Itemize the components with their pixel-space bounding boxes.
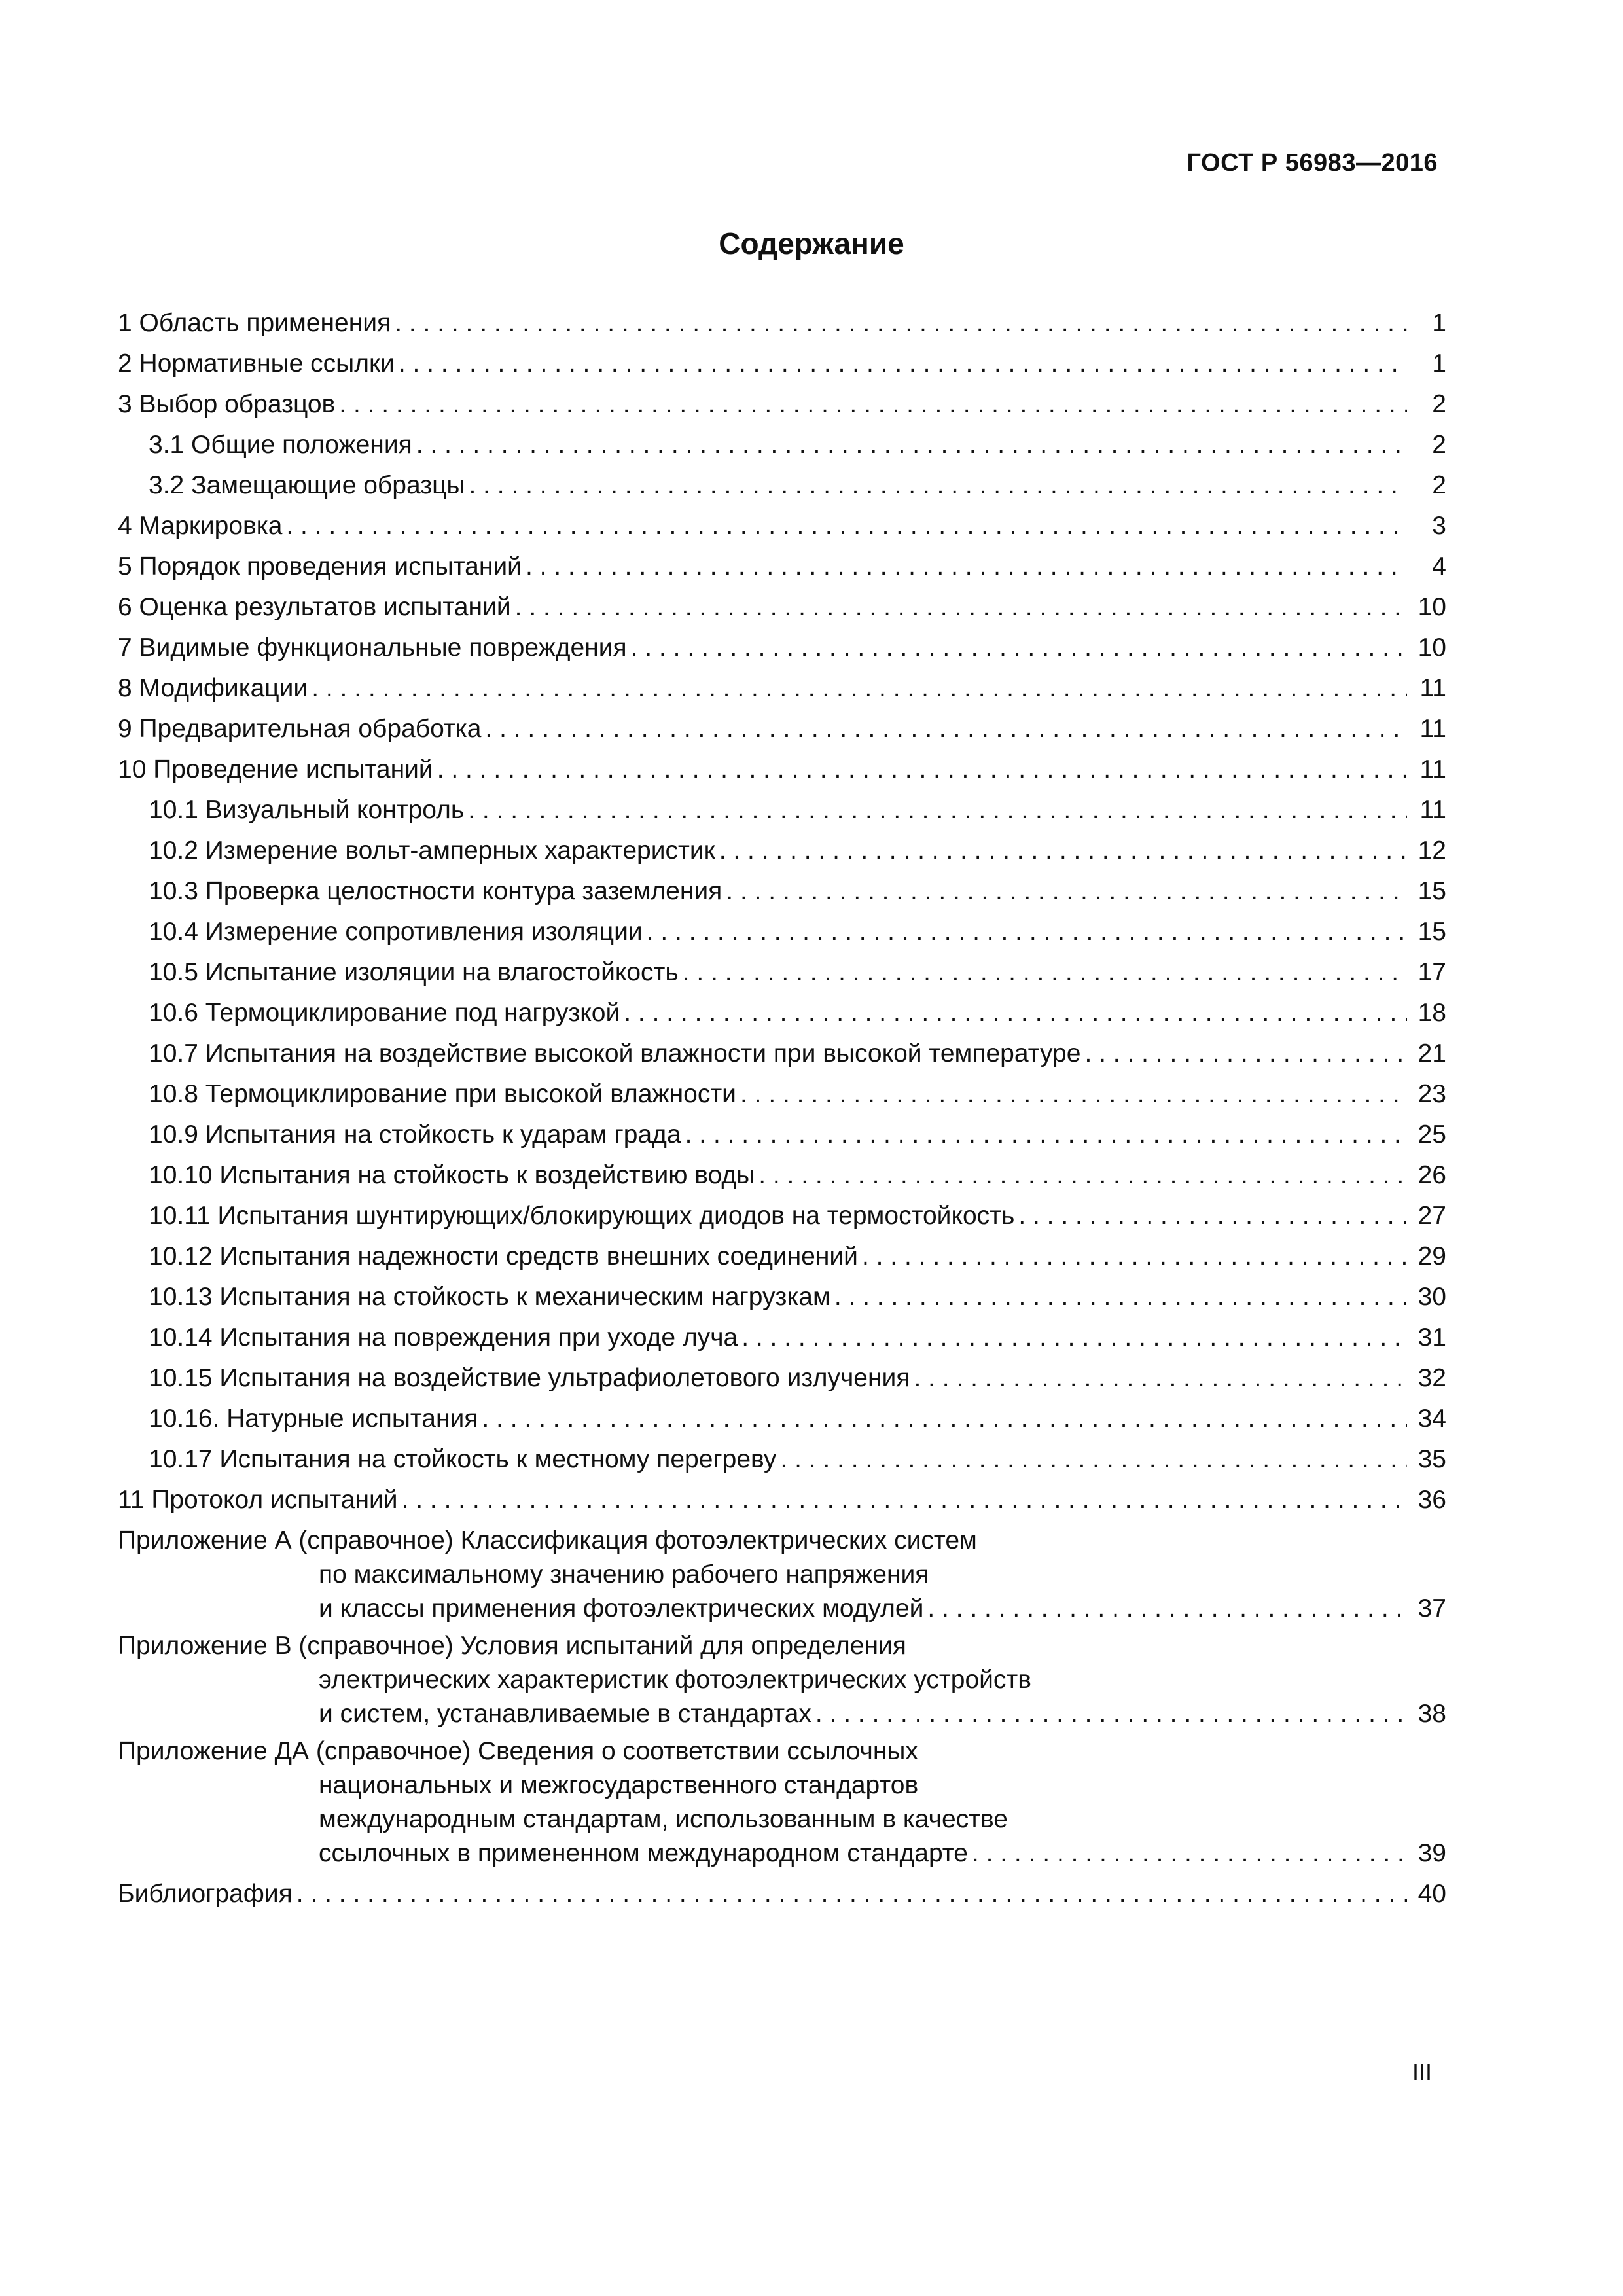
toc-appendix-a[interactable] [118, 1524, 1446, 1626]
toc-entry-label: 10.14 Испытания на повреждения при уходе луча [149, 1323, 738, 1352]
dot-leader [526, 547, 1407, 587]
dot-leader [726, 871, 1407, 912]
toc-entry-page: 36 [1418, 1486, 1446, 1514]
toc-entry[interactable] [118, 547, 1446, 587]
toc-subentry[interactable] [118, 1196, 1446, 1236]
toc-entry-label: 10.7 Испытания на воздействие высокой влажности при высокой температуре [149, 1039, 1081, 1067]
toc-entry-page: 2 [1432, 431, 1446, 459]
toc-entry[interactable] [118, 749, 1446, 790]
dot-leader [395, 303, 1407, 344]
dot-leader [972, 1837, 1407, 1871]
toc-entry-label: 7 Видимые функциональные повреждения [118, 634, 627, 662]
toc-entry-label: 4 Маркировка [118, 512, 283, 540]
toc-entry-label: Библиография [118, 1880, 293, 1908]
toc-entry-page: 39 [1418, 1839, 1446, 1867]
dot-leader [624, 993, 1407, 1033]
appendix-title-cont: по максимальному значению рабочего напряжения [319, 1560, 929, 1588]
toc-entry-page: 11 [1419, 674, 1446, 702]
toc-entry-page: 32 [1418, 1364, 1446, 1392]
appendix-title-cont: электрических характеристик фотоэлектрических устройств [319, 1666, 1032, 1694]
dot-leader [740, 1074, 1407, 1115]
toc-entry-page: 10 [1418, 634, 1446, 662]
toc-subentry[interactable] [118, 912, 1446, 952]
toc-subentry[interactable] [118, 1399, 1446, 1439]
toc-entry-page: 26 [1418, 1161, 1446, 1189]
toc-entry-page: 3 [1432, 512, 1446, 540]
dot-leader [402, 1480, 1407, 1520]
dot-leader [286, 506, 1407, 547]
dot-leader [1018, 1196, 1407, 1236]
toc-entry-page: 17 [1418, 958, 1446, 986]
document-header: ГОСТ Р 56983—2016 [1186, 149, 1438, 177]
appendix-title: Приложение ДА (справочное) Сведения о соответствии ссылочных [118, 1737, 918, 1765]
dot-leader [927, 1592, 1407, 1626]
dot-leader [862, 1236, 1407, 1277]
toc-entry-page: 12 [1418, 836, 1446, 865]
appendix-title: Приложение А (справочное) Классификация фотоэлектрических систем [118, 1526, 977, 1554]
toc-subentry[interactable] [118, 1439, 1446, 1480]
toc-entry-page: 11 [1419, 755, 1446, 783]
toc-subentry[interactable] [118, 465, 1446, 506]
toc-entry[interactable] [118, 709, 1446, 749]
toc-subentry[interactable] [118, 952, 1446, 993]
dot-leader [758, 1155, 1407, 1196]
toc-entry[interactable] [118, 506, 1446, 547]
dot-leader [339, 384, 1407, 425]
toc-bibliography[interactable] [118, 1874, 1446, 1914]
toc-entry-page: 34 [1418, 1405, 1446, 1433]
toc-entry-page: 27 [1418, 1202, 1446, 1230]
toc-entry-page: 25 [1418, 1121, 1446, 1149]
dot-leader [834, 1277, 1407, 1318]
toc-entry[interactable] [118, 384, 1446, 425]
toc-entry-page: 35 [1418, 1445, 1446, 1473]
dot-leader [469, 465, 1407, 506]
toc-entry-page: 4 [1432, 552, 1446, 581]
toc-entry-label: 10.3 Проверка целостности контура заземления [149, 877, 722, 905]
toc-entry-label: 10.8 Термоциклирование при высокой влажности [149, 1080, 736, 1108]
toc-subentry[interactable] [118, 425, 1446, 465]
appendix-title-cont: международным стандартам, использованным в качестве [319, 1805, 1008, 1833]
dot-leader [815, 1697, 1407, 1731]
toc-entry-page: 31 [1418, 1323, 1446, 1352]
toc-subentry[interactable] [118, 790, 1446, 831]
toc-entry-page: 37 [1418, 1594, 1446, 1623]
toc-subentry[interactable] [118, 1236, 1446, 1277]
toc-appendix-b[interactable] [118, 1629, 1446, 1731]
page-title: Содержание [719, 226, 904, 260]
toc-appendix-da[interactable] [118, 1734, 1446, 1871]
dot-leader [312, 668, 1407, 709]
toc-entry-page: 10 [1418, 593, 1446, 621]
toc-entry-page: 18 [1418, 999, 1446, 1027]
toc-entry[interactable] [118, 587, 1446, 628]
dot-leader [647, 912, 1407, 952]
dot-leader [296, 1874, 1407, 1914]
toc-entry-label: 10.13 Испытания на стойкость к механическим нагрузкам [149, 1283, 830, 1311]
dot-leader [685, 1115, 1407, 1155]
dot-leader [741, 1318, 1407, 1358]
toc-subentry[interactable] [118, 1033, 1446, 1074]
toc-entry-label: 3 Выбор образцов [118, 390, 336, 418]
toc-entry-page: 29 [1418, 1242, 1446, 1270]
toc-entry[interactable] [118, 344, 1446, 384]
toc-subentry[interactable] [118, 831, 1446, 871]
toc-entry-page: 40 [1418, 1880, 1446, 1908]
toc-entry-page: 1 [1432, 309, 1446, 337]
dot-leader [468, 790, 1407, 831]
appendix-title-cont: национальных и межгосударственного стандартов [319, 1771, 919, 1799]
dot-leader [914, 1358, 1407, 1399]
toc-subentry[interactable] [118, 1277, 1446, 1318]
table-of-contents [118, 303, 1446, 1914]
toc-entry[interactable] [118, 668, 1446, 709]
toc-subentry[interactable] [118, 871, 1446, 912]
dot-leader [780, 1439, 1407, 1480]
toc-entry-page: 23 [1418, 1080, 1446, 1108]
toc-entry-label: 10.16. Натурные испытания [149, 1405, 478, 1433]
toc-entry-label: 1 Область применения [118, 309, 391, 337]
dot-leader [416, 425, 1407, 465]
toc-entry-label: 9 Предварительная обработка [118, 715, 482, 743]
toc-entry-label: 3.2 Замещающие образцы [149, 471, 465, 499]
toc-entry-label: 10.11 Испытания шунтирующих/блокирующих диодов на термостойкость [149, 1202, 1015, 1230]
dot-leader [631, 628, 1407, 668]
toc-entry-label: 10.5 Испытание изоляции на влагостойкость [149, 958, 679, 986]
dot-leader [482, 1399, 1407, 1439]
appendix-title-cont: и классы применения фотоэлектрических модулей [319, 1594, 924, 1623]
dot-leader [399, 344, 1407, 384]
appendix-title-cont: ссылочных в примененном международном стандарте [319, 1839, 968, 1867]
toc-entry-label: 10.17 Испытания на стойкость к местному перегреву [149, 1445, 777, 1473]
toc-entry[interactable] [118, 303, 1446, 344]
dot-leader [683, 952, 1407, 993]
toc-entry-page: 2 [1432, 471, 1446, 499]
toc-entry-label: 10.1 Визуальный контроль [149, 796, 465, 824]
toc-entry-label: 10.12 Испытания надежности средств внешних соединений [149, 1242, 858, 1270]
toc-entry-page: 11 [1419, 796, 1446, 824]
toc-entry-label: 10.10 Испытания на стойкость к воздействию воды [149, 1161, 755, 1189]
toc-entry-page: 1 [1432, 350, 1446, 378]
toc-subentry[interactable] [118, 993, 1446, 1033]
dot-leader [515, 587, 1407, 628]
appendix-title-cont: и систем, устанавливаемые в стандартах [319, 1700, 812, 1728]
toc-entry-label: 2 Нормативные ссылки [118, 350, 395, 378]
toc-entry-page: 30 [1418, 1283, 1446, 1311]
toc-entry-label: 10.6 Термоциклирование под нагрузкой [149, 999, 620, 1027]
dot-leader [437, 749, 1407, 790]
toc-subentry[interactable] [118, 1358, 1446, 1399]
toc-entry-label: 10.15 Испытания на воздействие ультрафиолетового излучения [149, 1364, 910, 1392]
toc-entry-page: 15 [1418, 877, 1446, 905]
toc-entry-page: 21 [1418, 1039, 1446, 1067]
toc-entry-label: 10.4 Измерение сопротивления изоляции [149, 918, 643, 946]
toc-entry-page: 15 [1418, 918, 1446, 946]
dot-leader [1084, 1033, 1407, 1074]
toc-entry-label: 3.1 Общие положения [149, 431, 412, 459]
toc-entry-label: 10.2 Измерение вольт-амперных характеристик [149, 836, 715, 865]
page-number: III [1412, 2058, 1432, 2085]
toc-entry[interactable] [118, 1480, 1446, 1520]
toc-entry[interactable] [118, 628, 1446, 668]
dot-leader [485, 709, 1407, 749]
toc-entry-page: 11 [1419, 715, 1446, 743]
toc-subentry[interactable] [118, 1115, 1446, 1155]
toc-subentry[interactable] [118, 1155, 1446, 1196]
toc-subentry[interactable] [118, 1074, 1446, 1115]
toc-entry-label: 8 Модификации [118, 674, 308, 702]
toc-entry-label: 11 Протокол испытаний [118, 1486, 398, 1514]
toc-entry-label: 5 Порядок проведения испытаний [118, 552, 522, 581]
toc-entry-label: 10.9 Испытания на стойкость к ударам града [149, 1121, 681, 1149]
toc-entry-page: 38 [1418, 1700, 1446, 1728]
toc-subentry[interactable] [118, 1318, 1446, 1358]
dot-leader [719, 831, 1407, 871]
toc-entry-label: 10 Проведение испытаний [118, 755, 433, 783]
toc-entry-page: 2 [1432, 390, 1446, 418]
toc-entry-label: 6 Оценка результатов испытаний [118, 593, 511, 621]
appendix-title: Приложение В (справочное) Условия испытаний для определения [118, 1632, 906, 1660]
